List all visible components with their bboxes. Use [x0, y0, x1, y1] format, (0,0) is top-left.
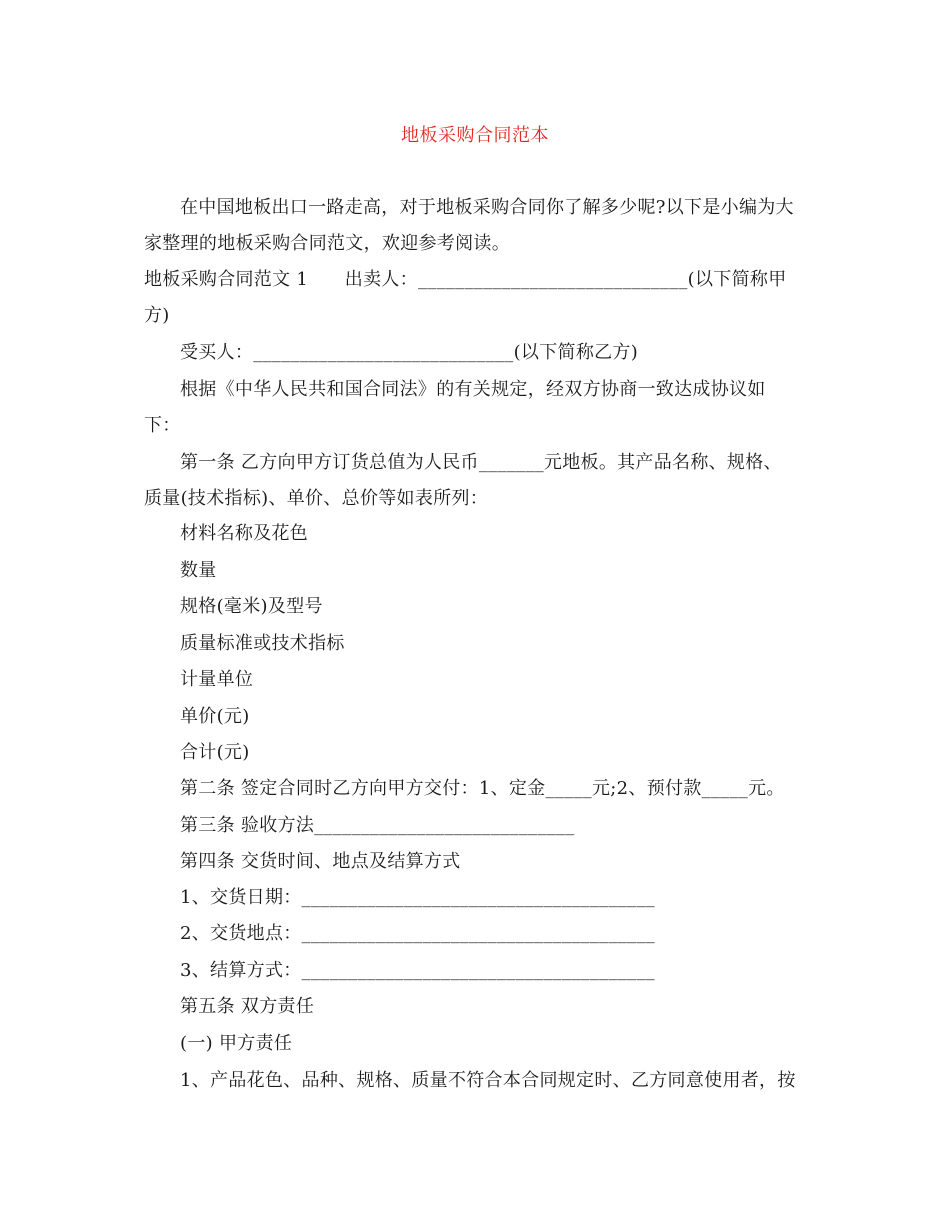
- paragraph-line: 质量(技术指标)、单价、总价等如表所列：: [144, 488, 489, 509]
- paragraph-line: 第一条 乙方向甲方订货总值为人民币_______元地板。其产品名称、规格、: [180, 452, 782, 473]
- table-field-line: 规格(毫米)及型号: [180, 596, 323, 617]
- table-field-line: 计量单位: [180, 669, 254, 690]
- paragraph-line: 在中国地板出口一路走高，对于地板采购合同你了解多少呢?以下是小编为大: [180, 197, 794, 218]
- paragraph-line: 1、产品花色、品种、规格、质量不符合本合同规定时、乙方同意使用者，按: [180, 1070, 796, 1091]
- section-heading: 第四条 交货时间、地点及结算方式: [180, 851, 461, 872]
- table-field-line: 材料名称及花色: [180, 523, 309, 544]
- table-field-line: 质量标准或技术指标: [180, 633, 345, 654]
- table-field-line: 合计(元): [180, 742, 250, 763]
- paragraph-line: 家整理的地板采购合同范文，欢迎参考阅读。: [144, 233, 510, 254]
- paragraph-line: 第二条 签定合同时乙方向甲方交付：1、定金_____元;2、预付款_____元。: [180, 778, 785, 799]
- paragraph-line: 下：: [144, 415, 181, 436]
- table-field-line: 数量: [180, 560, 217, 581]
- document-title: 地板采购合同范本: [401, 125, 549, 146]
- paragraph-line: 方): [144, 305, 170, 326]
- paragraph-line: 根据《中华人民共和国合同法》的有关规定，经双方协商一致达成协议如: [180, 379, 766, 400]
- section-heading: 第五条 双方责任: [180, 996, 315, 1017]
- paragraph-line: 3、结算方式：______________________________________: [180, 960, 655, 981]
- paragraph-line: 2、交货地点：______________________________________: [180, 923, 655, 944]
- paragraph-line: 1、交货日期：______________________________________: [180, 887, 655, 908]
- subsection-heading: (一) 甲方责任: [180, 1033, 293, 1054]
- paragraph-line: 地板采购合同范文 1 出卖人：_____________________________(以下简称甲: [144, 269, 787, 290]
- table-field-line: 单价(元): [180, 706, 250, 727]
- paragraph-line: 受买人：____________________________(以下简称乙方): [180, 342, 639, 363]
- paragraph-line: 第三条 验收方法____________________________: [180, 815, 575, 836]
